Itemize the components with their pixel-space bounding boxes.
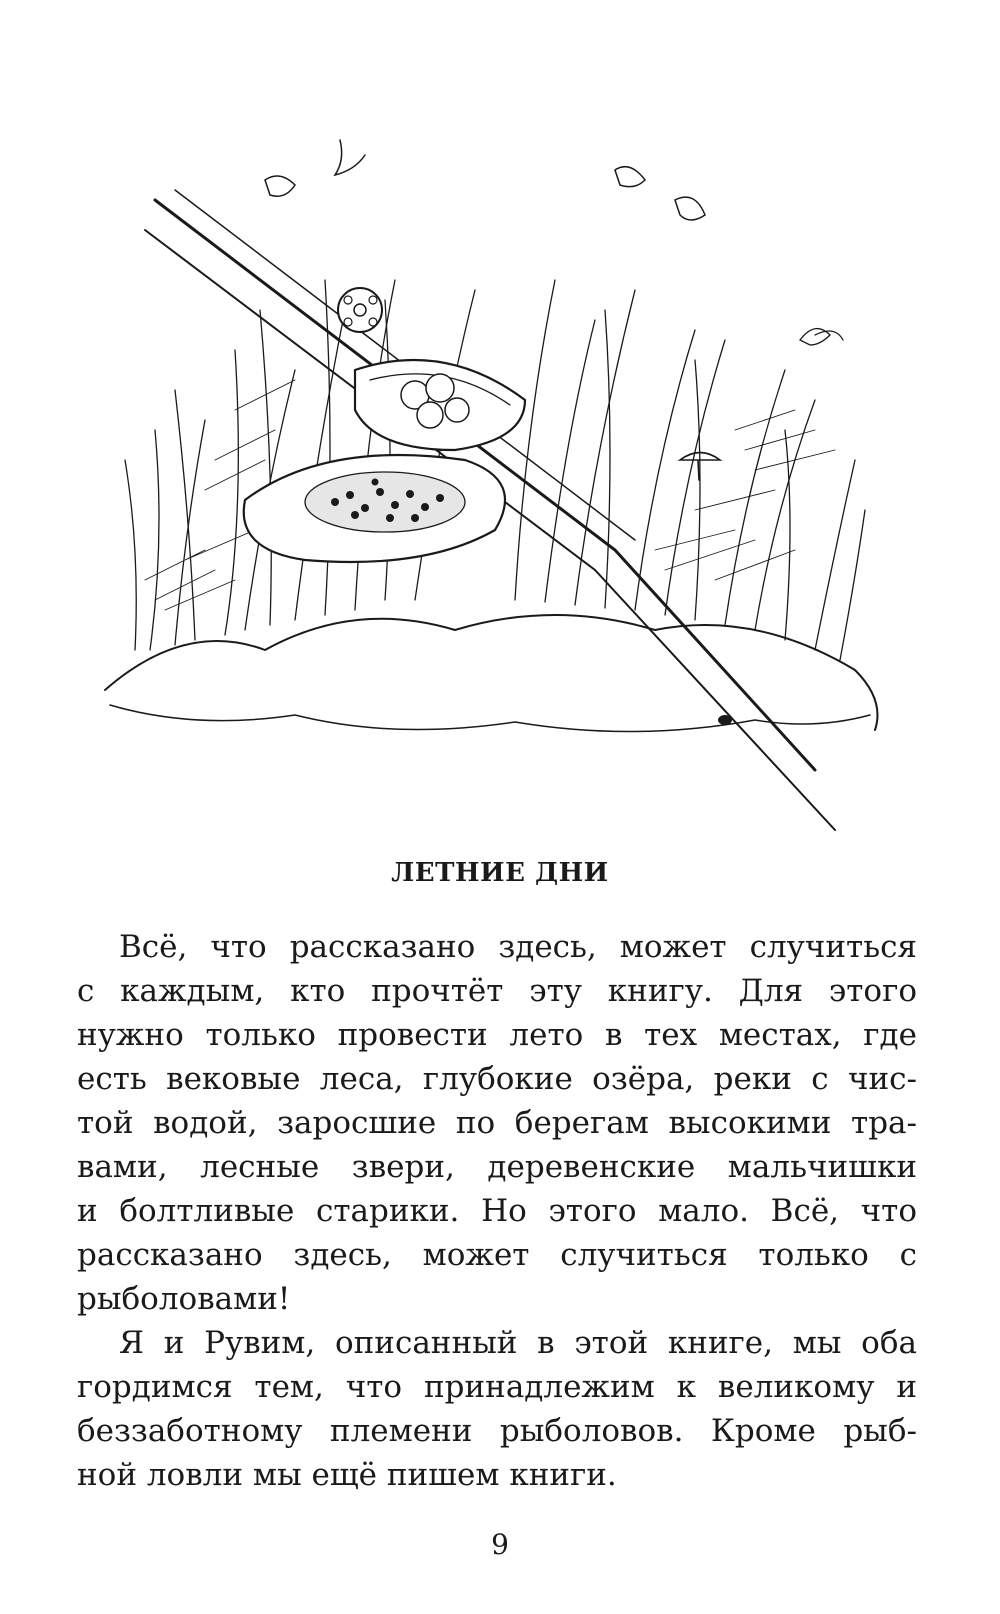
page-number: 9	[491, 1528, 509, 1561]
chapter-illustration	[95, 130, 895, 850]
text-line: рыболовами!	[77, 1281, 291, 1317]
text-line: рассказано здесь, может случиться только с	[77, 1237, 917, 1273]
text-line: нужно только провести лето в тех местах, где	[77, 1017, 917, 1053]
forest-floor-still-life-icon	[95, 130, 895, 850]
paragraph	[77, 925, 917, 1321]
body-text	[77, 925, 917, 1497]
text-line: ной ловли мы ещё пишем книги.	[77, 1457, 617, 1493]
text-line: беззаботному племени рыболовов. Кроме рыб-	[77, 1413, 917, 1449]
paragraph	[77, 1321, 917, 1497]
text-line: той водой, заросшие по берегам высокими тра-	[77, 1105, 917, 1141]
text-line: Всё, что рассказано здесь, может случиться	[119, 929, 917, 965]
text-line: есть вековые леса, глубокие озёра, реки с чис-	[77, 1061, 917, 1097]
text-line: с каждым, кто прочтёт эту книгу. Для этого	[77, 973, 917, 1009]
text-line: гордимся тем, что принадлежим к великому и	[77, 1369, 917, 1405]
text-line: Я и Рувим, описанный в этой книге, мы оба	[119, 1325, 917, 1361]
text-line: вами, лесные звери, деревенские мальчишки	[77, 1149, 917, 1185]
text-line: и болтливые старики. Но этого мало. Всё, что	[77, 1193, 917, 1229]
chapter-title: ЛЕТНИЕ ДНИ	[391, 858, 609, 888]
